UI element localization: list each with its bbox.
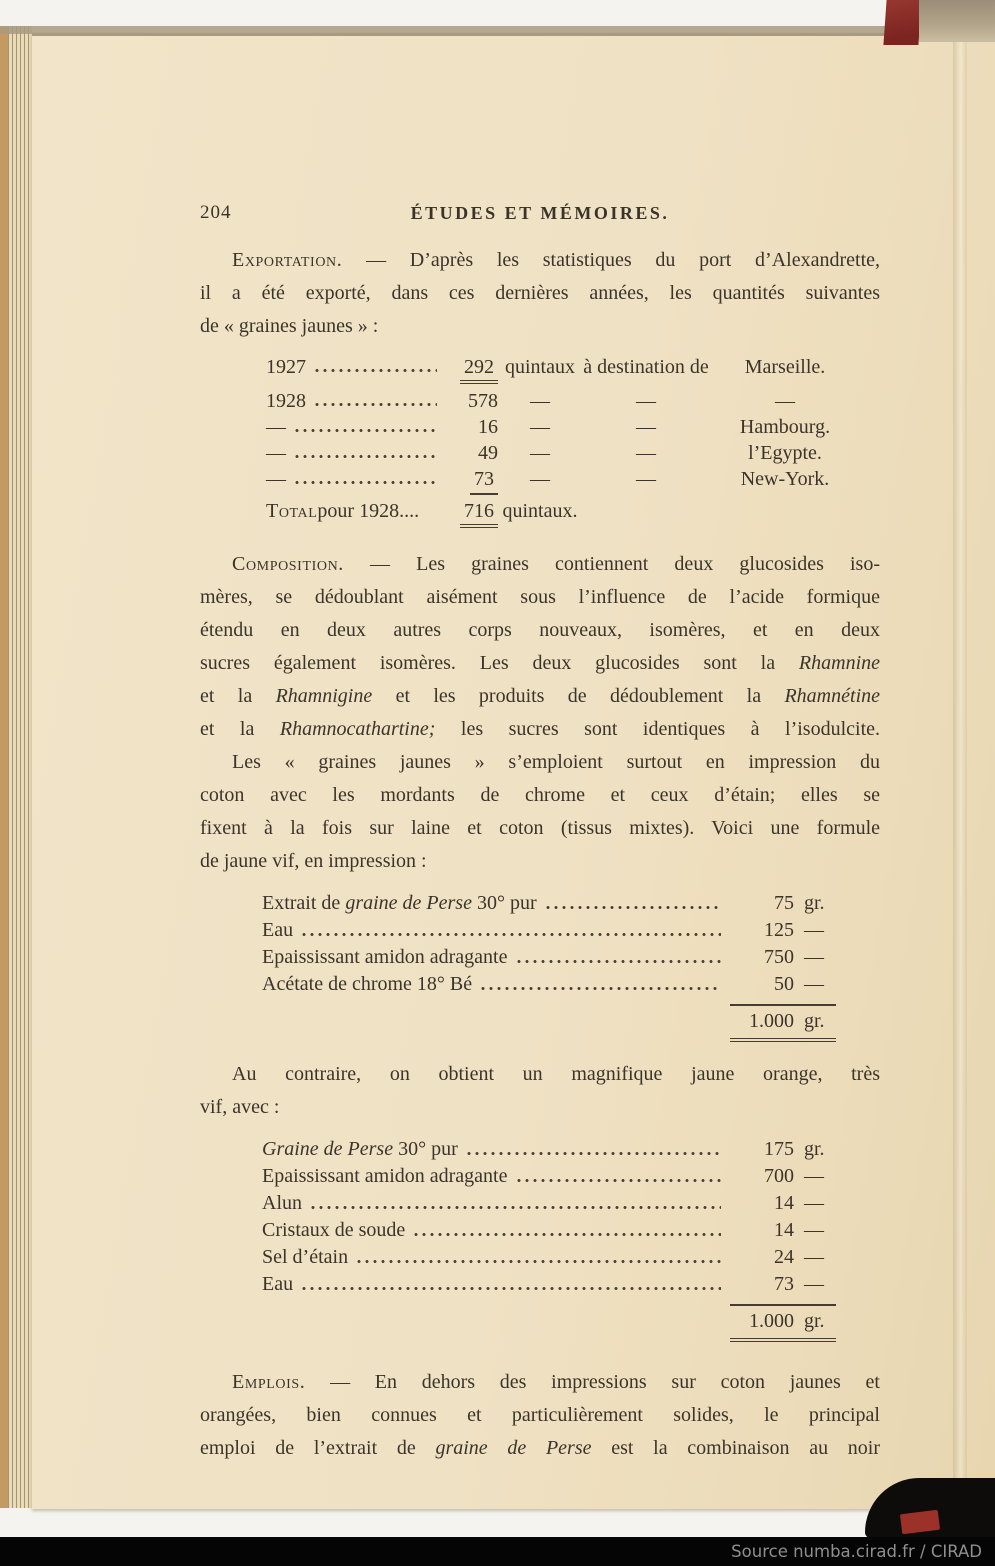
ingredient-unit: — bbox=[804, 919, 824, 941]
dot-leader bbox=[414, 1233, 721, 1236]
running-title: ÉTUDES ET MÉMOIRES. bbox=[410, 203, 670, 223]
ingredient-amount: 125 bbox=[764, 919, 794, 941]
quantity-cell: 49 bbox=[478, 442, 498, 464]
paragraph-usage bbox=[200, 746, 880, 878]
row-label: — bbox=[266, 467, 446, 492]
table-cell: — bbox=[636, 390, 656, 412]
table-cell: — bbox=[530, 416, 550, 438]
page-number: 204 bbox=[200, 202, 232, 223]
recipe-total bbox=[730, 1004, 836, 1042]
text-line: il a été exporté, dans ces dernières années, les quantités suivantes bbox=[200, 282, 880, 304]
ingredient-label: Acétate de chrome 18° Bé bbox=[262, 973, 473, 995]
cover-red-patch bbox=[900, 1510, 940, 1534]
stacked-page-edges bbox=[0, 26, 32, 1508]
page-edge-lines bbox=[8, 26, 32, 1508]
paragraph-composition bbox=[200, 548, 880, 746]
recipe-row bbox=[262, 944, 836, 971]
table-row bbox=[266, 415, 860, 440]
table-cell: Hambourg. bbox=[739, 416, 831, 438]
ingredient-unit: — bbox=[804, 1246, 824, 1268]
quantity-cell: 16 bbox=[478, 416, 498, 438]
quantity-cell: 716 bbox=[446, 499, 498, 524]
dot-leader bbox=[517, 1179, 722, 1182]
table-cell: — bbox=[530, 390, 550, 412]
table-cell: quintaux. bbox=[502, 500, 578, 522]
ingredient-amount: 75 bbox=[774, 892, 794, 914]
text-line: vif, avec : bbox=[200, 1096, 280, 1118]
recipe-total bbox=[730, 1304, 836, 1342]
quantity-cell: 73 bbox=[446, 467, 498, 492]
book-block-top-corner bbox=[919, 0, 995, 42]
ingredient-label: Alun bbox=[262, 1192, 302, 1214]
recipe-row bbox=[262, 1190, 836, 1217]
source-credit: Source numba.cirad.fr / CIRAD bbox=[731, 1542, 982, 1561]
text-line: Composition. — Les graines contiennent deux glucosides iso- bbox=[232, 553, 880, 575]
table-cell: — bbox=[530, 468, 550, 490]
recipe-row bbox=[262, 1136, 836, 1163]
total-unit: gr. bbox=[804, 1310, 825, 1332]
table-cell: quintaux bbox=[505, 356, 575, 378]
quantity-cell: 578 bbox=[468, 390, 498, 412]
table-cell: — bbox=[636, 442, 656, 464]
dot-leader bbox=[315, 403, 437, 406]
page-content bbox=[200, 196, 880, 1465]
page-fold-crease bbox=[953, 36, 967, 1509]
export-table bbox=[266, 355, 860, 524]
row-label: — bbox=[266, 441, 446, 466]
text-line: emploi de l’extrait de graine de Perse est la combinaison au noir bbox=[200, 1437, 880, 1459]
row-label: 1927 bbox=[266, 355, 446, 380]
running-header bbox=[200, 196, 880, 222]
ingredient-unit: gr. bbox=[804, 1138, 825, 1160]
ingredient-label: Eau bbox=[262, 919, 294, 941]
table-cell: l’Egypte. bbox=[748, 442, 822, 464]
ingredient-amount: 700 bbox=[764, 1165, 794, 1187]
ingredient-unit: — bbox=[804, 1219, 824, 1241]
text-line: mères, se dédoublant aisément sous l’influence de l’acide formique bbox=[200, 586, 880, 608]
dot-leader bbox=[295, 481, 437, 484]
ingredient-unit: — bbox=[804, 1192, 824, 1214]
total-amount: 1.000 bbox=[749, 1010, 794, 1032]
text-line: Les « graines jaunes » s’emploient surtout en impression du bbox=[232, 751, 880, 773]
table-cell: — bbox=[636, 468, 656, 490]
text-line: Au contraire, on obtient un magnifique jaune orange, très bbox=[232, 1063, 880, 1085]
table-cell: à destination de bbox=[583, 356, 709, 378]
paragraph-orange-intro bbox=[200, 1058, 880, 1124]
table-cell: Marseille. bbox=[744, 356, 826, 378]
dot-leader bbox=[481, 987, 721, 990]
text-line: fixent à la fois sur laine et coton (tissus mixtes). Voici une formule bbox=[200, 817, 880, 839]
row-label: — bbox=[266, 415, 446, 440]
ingredient-unit: — bbox=[804, 1165, 824, 1187]
table-cell: New-York. bbox=[740, 468, 830, 490]
recipe-row bbox=[262, 890, 836, 917]
ingredient-amount: 73 bbox=[774, 1273, 794, 1295]
table-cell: — bbox=[636, 416, 656, 438]
recipe-table-orange bbox=[262, 1136, 836, 1342]
ingredient-unit: — bbox=[804, 973, 824, 995]
dot-leader bbox=[546, 906, 721, 909]
dot-leader bbox=[311, 1206, 721, 1209]
total-unit: gr. bbox=[804, 1010, 825, 1032]
text-line: Exportation. — D’après les statistiques du port d’Alexandrette, bbox=[232, 249, 880, 271]
text-line: de « graines jaunes » : bbox=[200, 315, 379, 337]
text-line: et la Rhamnocathartine; les sucres sont identiques à l’isodulcite. bbox=[200, 718, 880, 740]
ingredient-label: Epaississant amidon adragante bbox=[262, 1165, 508, 1187]
recipe-table-yellow bbox=[262, 890, 836, 1042]
book-page bbox=[32, 33, 995, 1509]
dot-leader bbox=[302, 933, 721, 936]
dot-leader bbox=[295, 455, 437, 458]
dot-leader bbox=[315, 369, 437, 372]
row-label: 1928 bbox=[266, 389, 446, 414]
source-bar bbox=[0, 1537, 995, 1566]
dot-leader bbox=[302, 1287, 721, 1290]
recipe-row bbox=[262, 1244, 836, 1271]
text-line: et la Rhamnigine et les produits de dédoublement la Rhamnétine bbox=[200, 685, 880, 707]
ingredient-label: Cristaux de soude bbox=[262, 1219, 406, 1241]
table-row bbox=[266, 467, 860, 492]
table-cell: — bbox=[530, 442, 550, 464]
dot-leader bbox=[295, 429, 437, 432]
ingredient-unit: — bbox=[804, 946, 824, 968]
ingredient-amount: 50 bbox=[774, 973, 794, 995]
table-row bbox=[266, 355, 860, 380]
table-row bbox=[266, 389, 860, 414]
recipe-row bbox=[262, 1163, 836, 1190]
text-line: Emplois. — En dehors des impressions sur coton jaunes et bbox=[232, 1371, 880, 1393]
paragraph-emplois bbox=[200, 1366, 880, 1465]
ingredient-amount: 14 bbox=[774, 1219, 794, 1241]
total-amount: 1.000 bbox=[749, 1310, 794, 1332]
table-cell: — bbox=[775, 390, 795, 412]
ingredient-amount: 750 bbox=[764, 946, 794, 968]
quantity-cell: 292 bbox=[446, 355, 498, 380]
table-row bbox=[266, 499, 860, 524]
recipe-row bbox=[262, 1271, 836, 1298]
ingredient-unit: gr. bbox=[804, 892, 825, 914]
dot-leader bbox=[357, 1260, 721, 1263]
ingredient-amount: 14 bbox=[774, 1192, 794, 1214]
recipe-row bbox=[262, 971, 836, 998]
ingredient-label: Graine de Perse 30° pur bbox=[262, 1138, 458, 1160]
row-label: Total pour 1928.... bbox=[266, 500, 420, 522]
recipe-row bbox=[262, 1217, 836, 1244]
text-line: sucres également isomères. Les deux glucosides sont la Rhamnine bbox=[200, 652, 880, 674]
ingredient-label: Extrait de graine de Perse 30° pur bbox=[262, 892, 537, 914]
recipe-row bbox=[262, 917, 836, 944]
text-line: orangées, bien connues et particulièrement solides, le principal bbox=[200, 1404, 880, 1426]
ingredient-unit: — bbox=[804, 1273, 824, 1295]
text-line: étendu en deux autres corps nouveaux, isomères, et en deux bbox=[200, 619, 880, 641]
ingredient-label: Sel d’étain bbox=[262, 1246, 349, 1268]
book-spine-red-fragment bbox=[883, 0, 921, 45]
table-row bbox=[266, 441, 860, 466]
ingredient-amount: 175 bbox=[764, 1138, 794, 1160]
text-line: de jaune vif, en impression : bbox=[200, 850, 427, 872]
dot-leader bbox=[467, 1152, 721, 1155]
dot-leader bbox=[517, 960, 722, 963]
paragraph-exportation bbox=[200, 244, 880, 343]
ingredient-label: Eau bbox=[262, 1273, 294, 1295]
text-line: coton avec les mordants de chrome et ceux d’étain; elles se bbox=[200, 784, 880, 806]
recipe-total-row bbox=[262, 998, 836, 1042]
ingredient-amount: 24 bbox=[774, 1246, 794, 1268]
ingredient-label: Epaississant amidon adragante bbox=[262, 946, 508, 968]
recipe-total-row bbox=[262, 1298, 836, 1342]
